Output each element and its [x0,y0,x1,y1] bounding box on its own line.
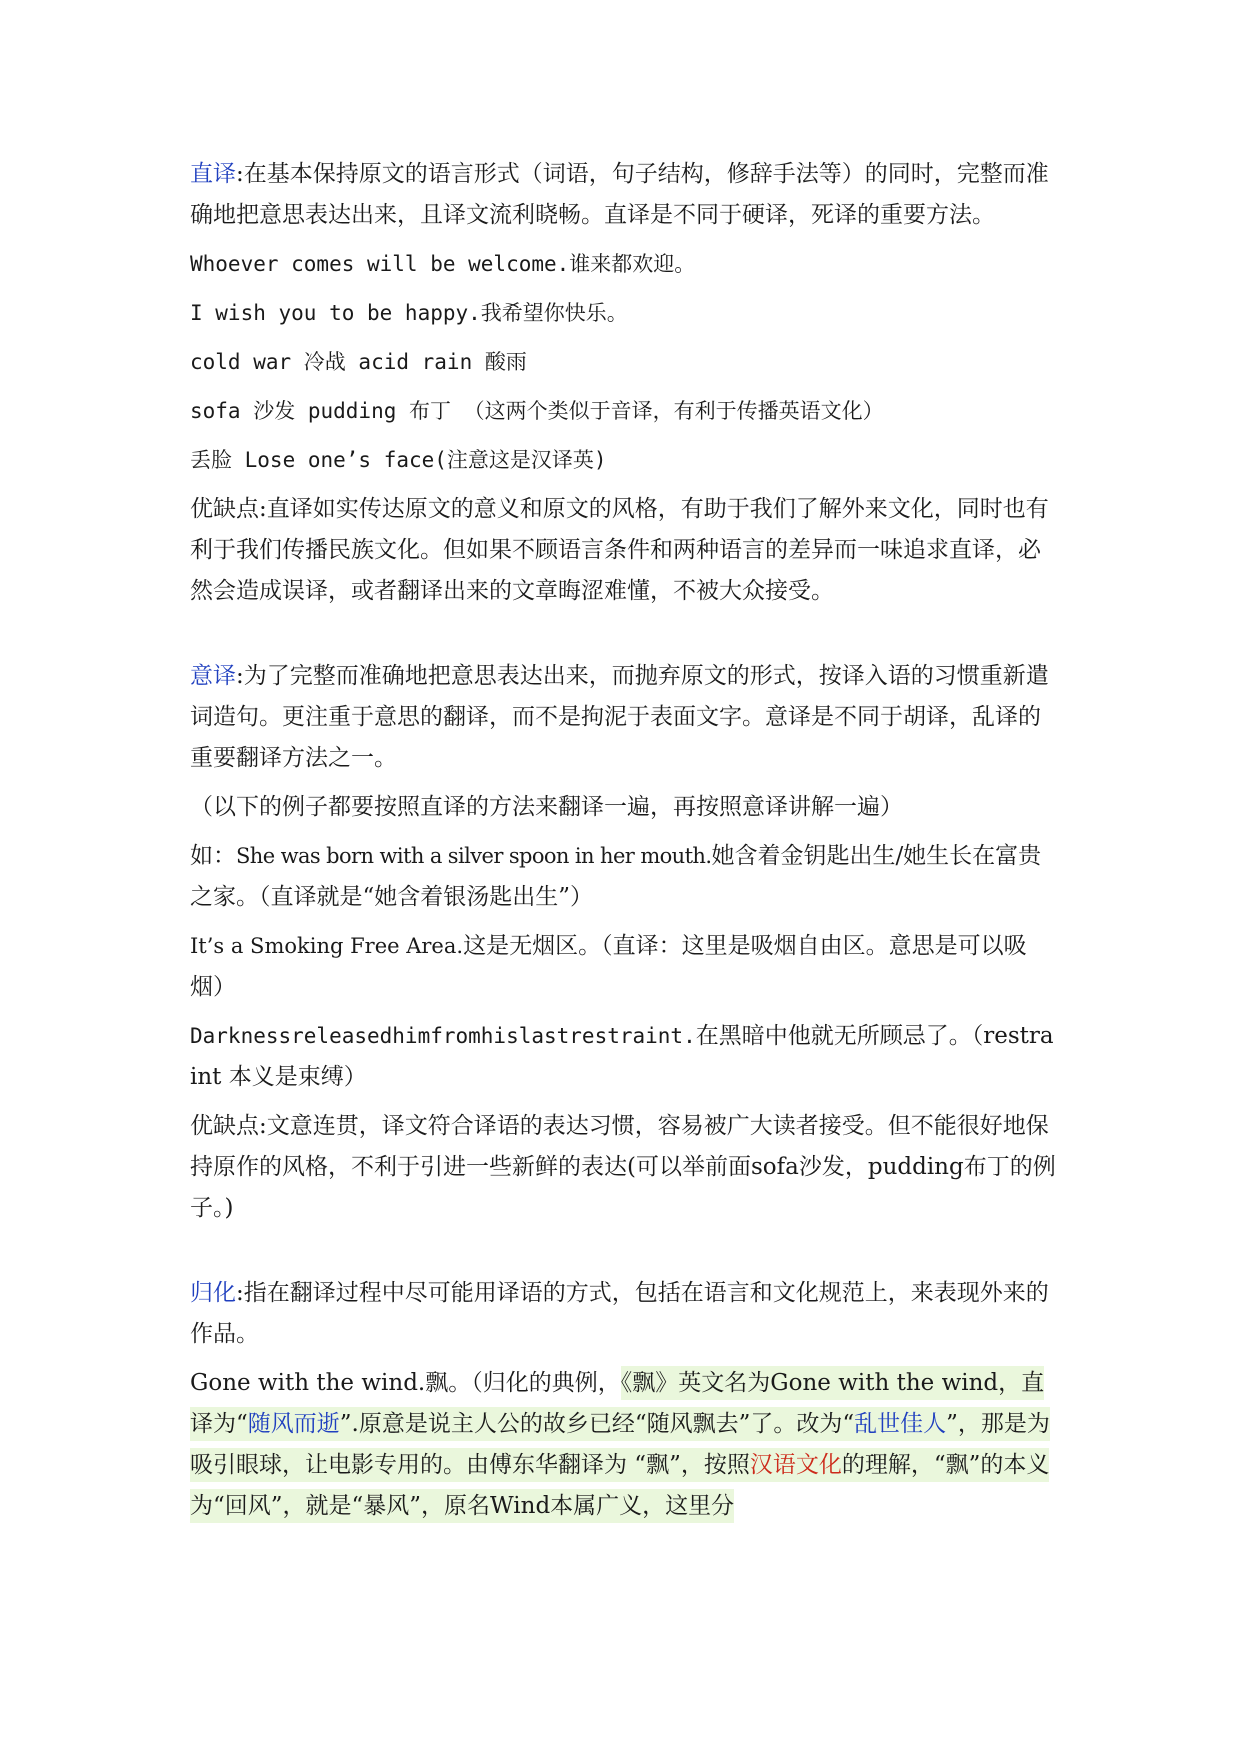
domestication-example: Gone with the wind.飘。（归化的典例，《飘》英文名为Gone with the wind，直译为“随风而逝”.原意是说主人公的故乡已经“随风飘去”了。改为“乱世佳人”，那是为吸引眼球，让电影专用的。由傅东华翻译为 “飘”，按照汉语文化的理解，“飘”的本义为“回风”，就是“暴风”，原名Wind本属广义，这里分 [190,1363,1060,1527]
free-term: 意译 [190,663,236,689]
literal-example-5: 丢脸 Lose one’s face(注意这是汉译英) [190,448,607,472]
free-definition: 意译:为了完整而准确地把意思表达出来，而抛弃原文的形式，按译入语的习惯重新遣词造句。更注重于意思的翻译，而不是拘泥于表面文字。意译是不同于胡译，乱译的重要翻译方法之一。 [190,663,1049,771]
free-example-2: It’s a Smoking Free Area.这是无烟区。（直译：这里是吸烟自由区。意思是可以吸烟） [190,933,1027,1000]
literal-example-1: Whoever comes will be welcome.谁来都欢迎。 [190,252,696,276]
free-example-3: Darknessreleasedhimfromhislastrestraint.在黑暗中他就无所顾忌了。（restraint 本义是束缚） [190,1023,1054,1090]
literal-example-2: I wish you to be happy.我希望你快乐。 [190,301,628,325]
document-body [190,154,1060,1527]
literal-example-4: sofa 沙发 pudding 布丁 （这两个类似于音译，有利于传播英语文化） [190,399,884,423]
domestication-term: 归化 [190,1280,236,1306]
free-note: （以下的例子都要按照直译的方法来翻译一遍，再按照意译讲解一遍） [190,794,903,820]
domestication-definition: 归化:指在翻译过程中尽可能用译语的方式，包括在语言和文化规范上，来表现外来的作品。 [190,1280,1049,1347]
literal-pros-cons: 优缺点:直译如实传达原文的意义和原文的风格，有助于我们了解外来文化，同时也有利于我们传播民族文化。但如果不顾语言条件和两种语言的差异而一味追求直译，必然会造成误译，或者翻译出来的文章晦涩难懂，不被大众接受。 [190,496,1049,604]
highlighted-note: 《飘》英文名为Gone with the wind，直译为“随风而逝”.原意是说主人公的故乡已经“随风飘去”了。改为“乱世佳人”，那是为吸引眼球，让电影专用的。由傅东华翻译为 “飘”，按照汉语文化的理解，“飘”的本义为“回风”，就是“暴风”，原名Wind本属广义，这里分 [190,1366,1050,1523]
literal-example-3: cold war 冷战 acid rain 酸雨 [190,350,527,374]
free-example-1: 如：She was born with a silver spoon in her mouth.她含着金钥匙出生/她生长在富贵之家。（直译就是“她含着银汤匙出生”） [190,843,1042,910]
free-pros-cons: 优缺点:文意连贯，译文符合译语的表达习惯，容易被广大读者接受。但不能很好地保持原作的风格，不利于引进一些新鲜的表达(可以举前面sofa沙发，pudding布丁的例子。) [190,1113,1056,1221]
literal-definition: 直译:在基本保持原文的语言形式（词语，句子结构，修辞手法等）的同时，完整而准确地把意思表达出来，且译文流利晓畅。直译是不同于硬译，死译的重要方法。 [190,161,1049,228]
literal-term: 直译 [190,161,236,187]
